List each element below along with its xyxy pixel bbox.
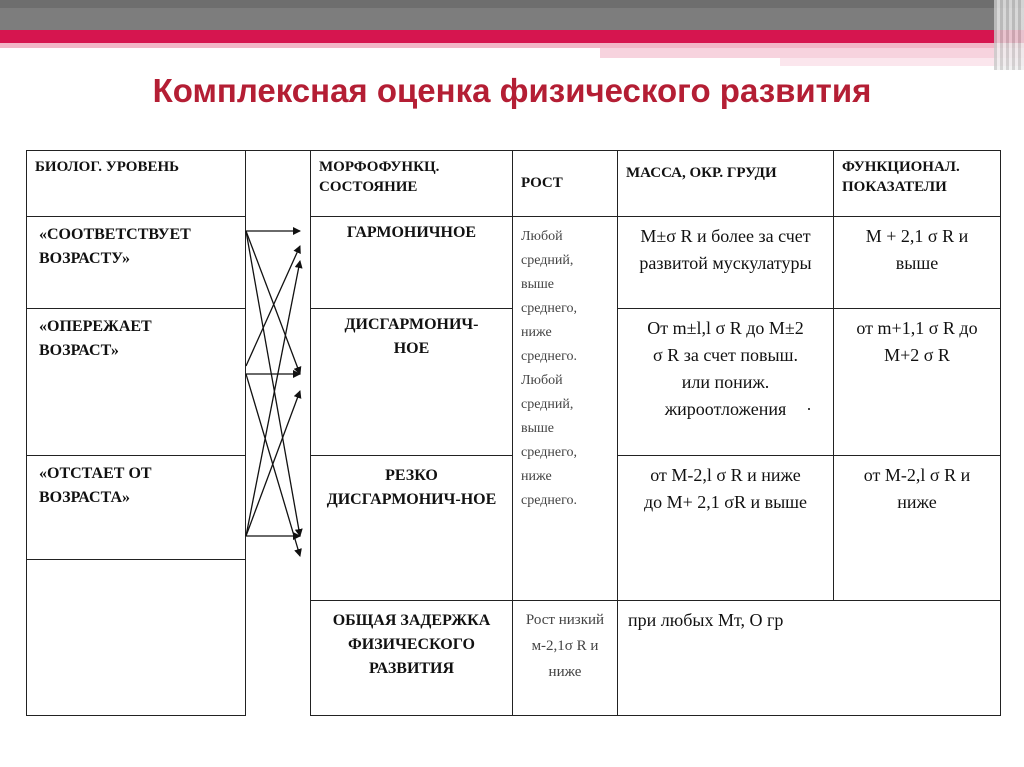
decorative-stripes (994, 0, 1024, 70)
morph-disharmonic: ДИСГАРМОНИЧ-НОЕ (310, 308, 513, 456)
top-dark-strip (0, 0, 1024, 8)
header-bio-level: БИОЛОГ. УРОВЕНЬ (26, 150, 246, 217)
header-mass: МАССА, ОКР. ГРУДИ (617, 150, 834, 217)
header-height: РОСТ (512, 150, 618, 217)
bio-level-empty (26, 559, 246, 716)
func-disharmonic: от m+1,1 σ R до M+2 σ R (833, 308, 1001, 456)
morph-sharp-disharmonic: РЕЗКО ДИСГАРМОНИЧ-НОЕ (310, 455, 513, 601)
bio-level-matches: «СООТВЕТСТВУЕТ ВОЗРАСТУ» (26, 216, 246, 309)
mass-disharmonic: От m±l,l σ R до M±2 σ R за счет повыш. или пониж. жироотложения (617, 308, 834, 456)
header-functional: ФУНКЦИОНАЛ. ПОКАЗАТЕЛИ (833, 150, 1001, 217)
accent-step (600, 48, 1024, 58)
arrow-ahead-harmonic (246, 246, 300, 366)
arrow-matches-sharp (246, 231, 300, 536)
bio-level-behind: «ОТСТАЕТ ОТ ВОЗРАСТА» (26, 455, 246, 560)
mass-func-any: при любых Мт, О гр (617, 600, 1001, 716)
header-empty (245, 150, 311, 217)
mass-harmonic: М±σ R и более за счет развитой мускулатуры (617, 216, 834, 309)
func-harmonic: М + 2,1 σ R и выше (833, 216, 1001, 309)
arrow-behind-disharmonic (246, 391, 300, 536)
morph-harmonic: ГАРМОНИЧНОЕ (310, 216, 513, 309)
morph-general-delay: ОБЩАЯ ЗАДЕРЖКА ФИЗИЧЕСКОГО РАЗВИТИЯ (310, 600, 513, 716)
func-sharp-disharmonic: от М-2,l σ R и ниже (833, 455, 1001, 601)
accent-bar (0, 30, 1024, 43)
header-morph-state: МОРФОФУНКЦ. СОСТОЯНИЕ (310, 150, 513, 217)
accent-step-light (780, 58, 1024, 66)
slide-title: Комплексная оценка физического развития (152, 72, 872, 109)
stray-dot (808, 408, 810, 410)
connection-arrows (244, 216, 310, 716)
bio-level-ahead: «ОПЕРЕЖАЕТ ВОЗРАСТ» (26, 308, 246, 456)
height-low: Рост низкий м-2,1σ R и ниже (512, 600, 618, 716)
mass-sharp-disharmonic: от М-2,l σ R и ниже до М+ 2,1 σR и выше (617, 455, 834, 601)
height-range: Любой средний, выше среднего, ниже среднего. Любой средний, выше среднего, ниже среднего. (512, 216, 618, 601)
